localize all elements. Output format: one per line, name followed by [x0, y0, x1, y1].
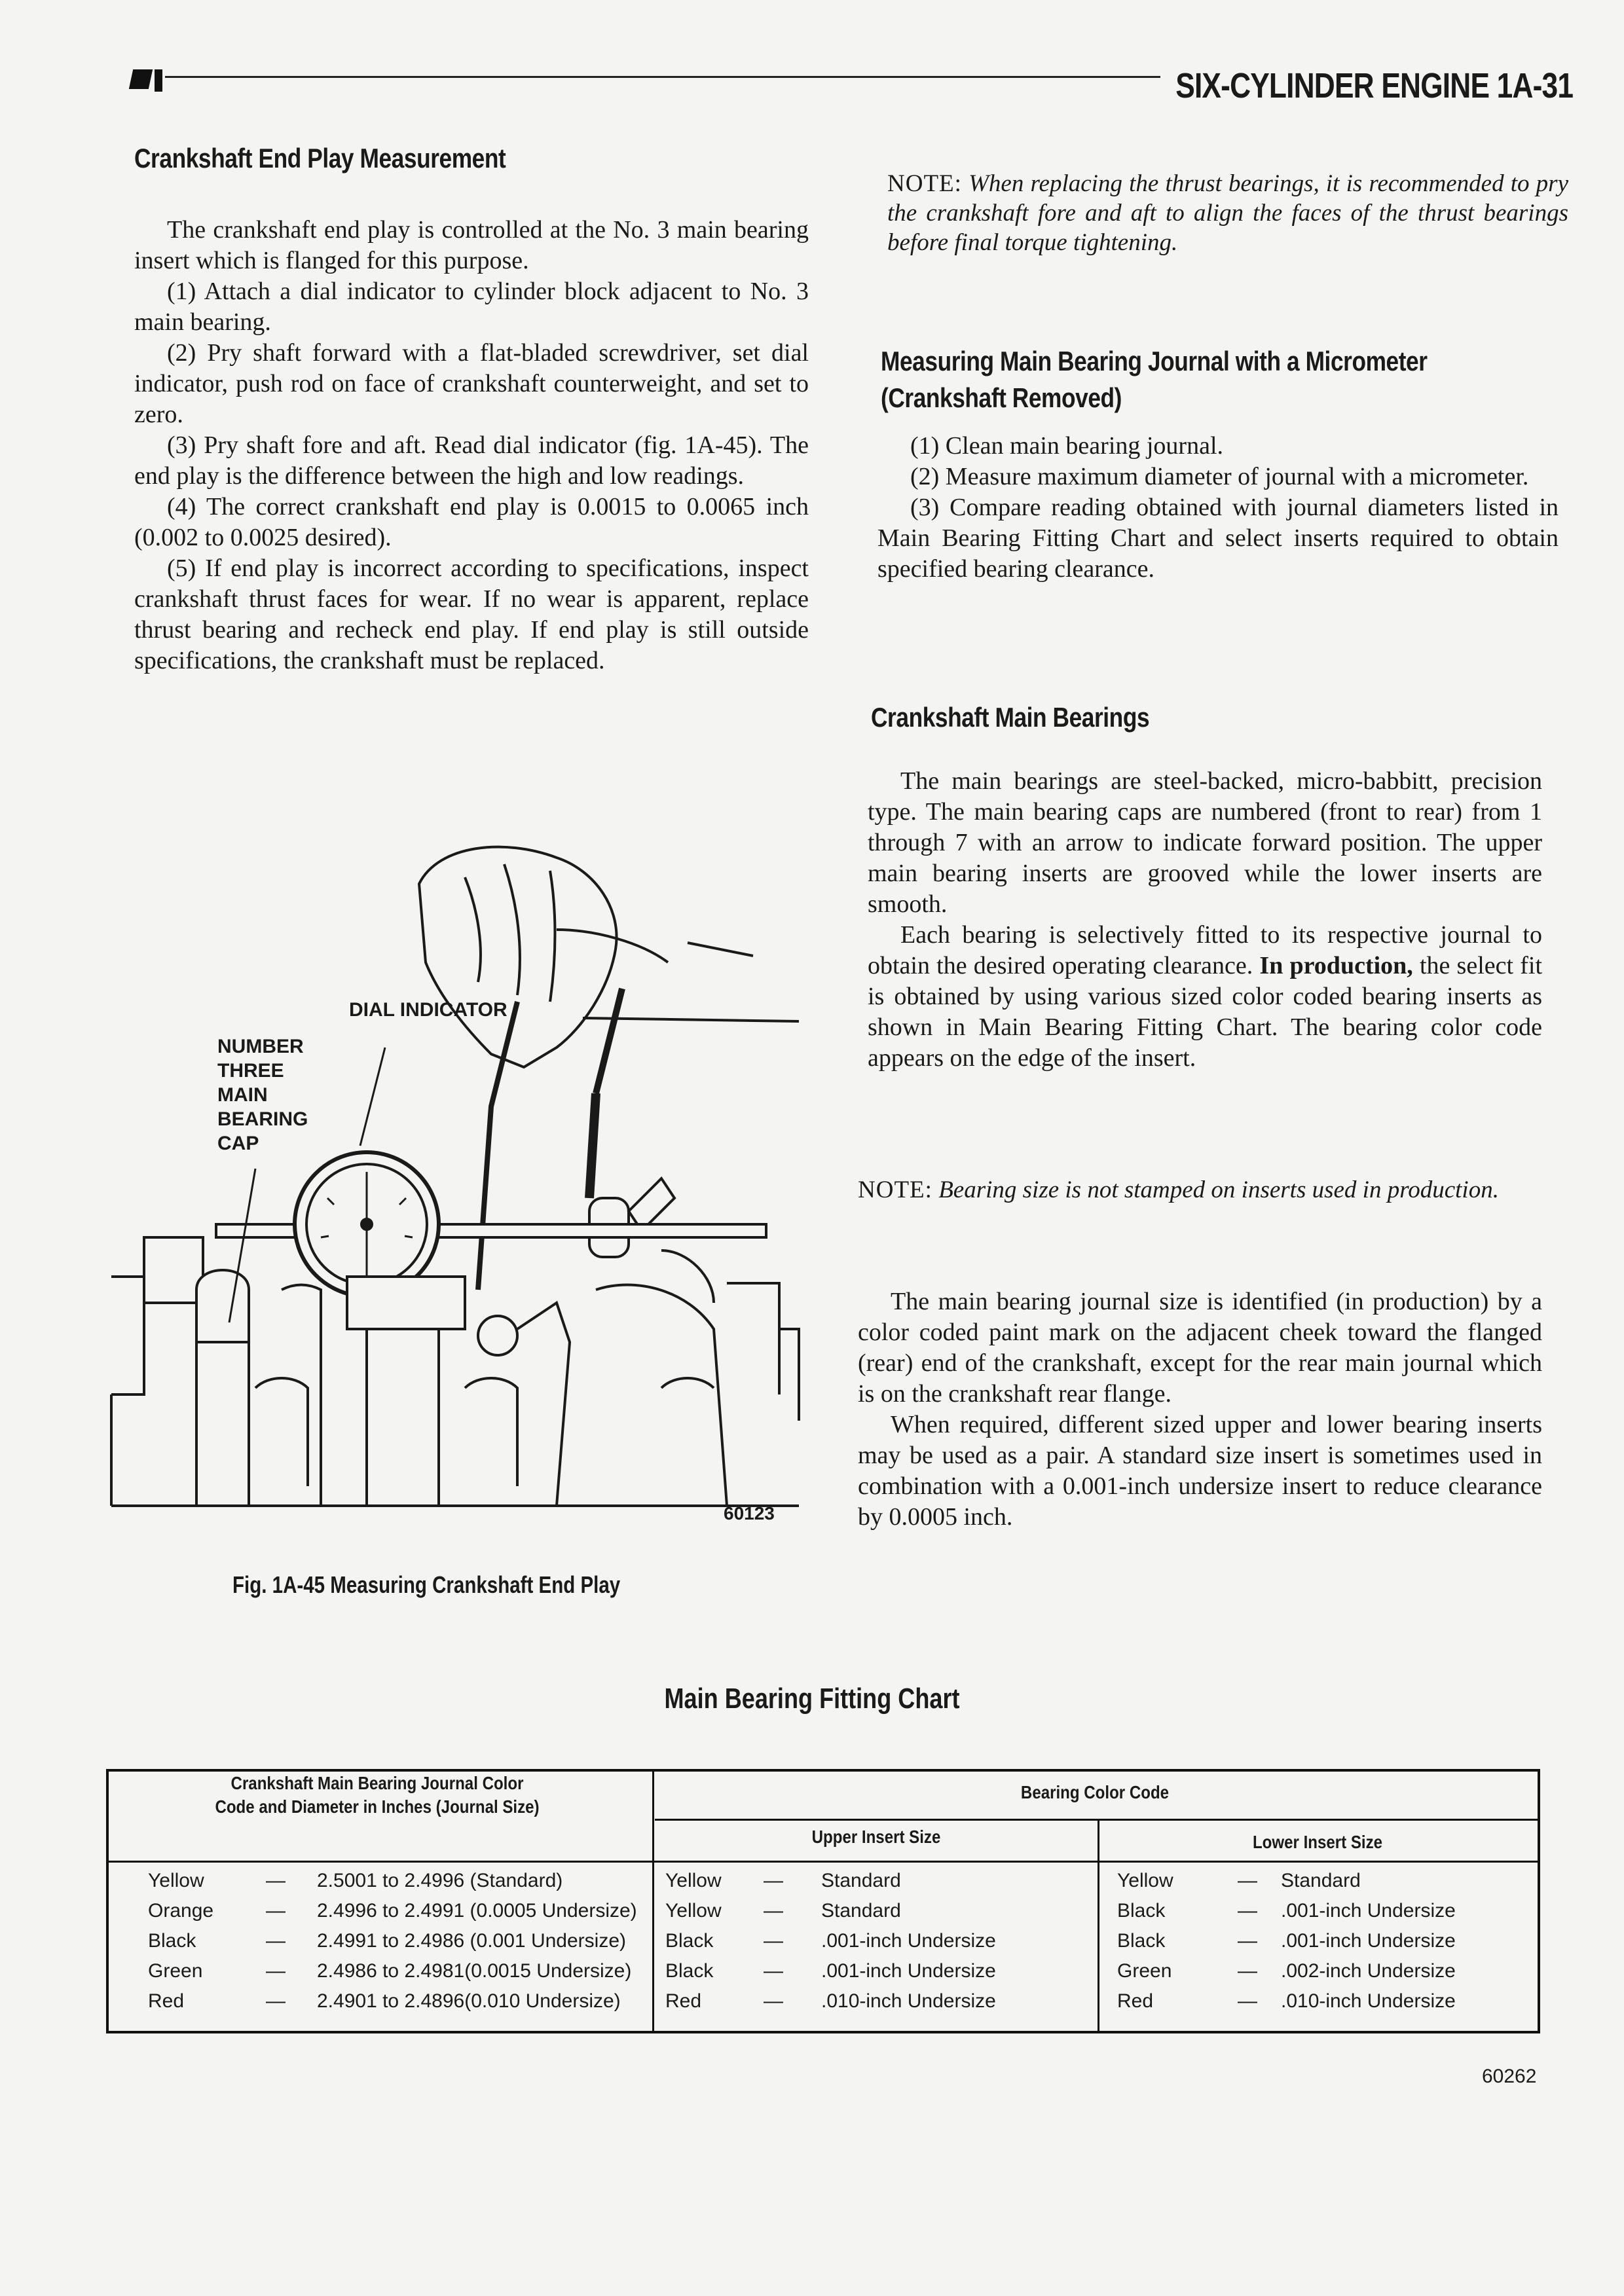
upper-size-cell: .001-inch Undersize	[821, 1930, 996, 1952]
step-2: (2) Pry shaft forward with a flat-bladed screwdriver, set dial indicator, push rod on face of crankshaft counterweight, and set to zero.	[134, 339, 809, 428]
header-divider	[655, 1819, 1538, 1821]
step-4: (4) The correct crankshaft end play is 0.0015 to 0.0065 inch (0.002 to 0.0025 desired).	[134, 493, 809, 551]
note-body: When replacing the thrust bearings, it is recommended to pry the crankshaft fore and aft to align the faces of the thrust bearings before final torque tightening.	[887, 170, 1569, 256]
lower-color-cell: Black	[1117, 1900, 1166, 1922]
bearing-color-code-header: Bearing Color Code	[1020, 1782, 1170, 1802]
dash-cell: —	[266, 1990, 286, 2012]
note-body: Bearing size is not stamped on inserts used in production.	[938, 1176, 1499, 1203]
main-bearings-paragraph-2: Each bearing is selectively fitted to its respective journal to obtain the desired operating clearance. In production, the select fit is obtained by using various sized color coded bearing inserts as shown in Main Bearing Fitting Chart. The bearing color code appears on the edge of the insert.	[868, 921, 1542, 1072]
upper-insert-header: Upper Insert Size	[811, 1827, 941, 1847]
dash-cell: —	[266, 1960, 286, 1982]
figure-caption: Fig. 1A-45 Measuring Crankshaft End Play	[232, 1571, 621, 1598]
lower-size-cell: .010-inch Undersize	[1281, 1990, 1456, 2012]
dash-cell: —	[266, 1900, 286, 1922]
micrometer-step-2: (2) Measure maximum diameter of journal with a micrometer.	[910, 463, 1529, 490]
dash-cell: —	[764, 1930, 783, 1952]
figure-number: 60123	[724, 1503, 775, 1523]
journal-column-header: Crankshaft Main Bearing Journal Color Code and Diameter in Inches (Journal Size)	[215, 1773, 540, 1817]
journal-color-cell: Orange	[148, 1900, 214, 1922]
upper-size-cell: .010-inch Undersize	[821, 1990, 996, 2012]
note-bearing-size	[858, 1175, 1545, 1205]
upper-color-cell: Black	[665, 1930, 714, 1952]
dash-cell: —	[1238, 1960, 1257, 1982]
lower-size-cell: Standard	[1281, 1870, 1361, 1891]
upper-color-cell: Yellow	[665, 1900, 722, 1922]
note-label: NOTE:	[887, 170, 962, 197]
header-divider	[109, 1861, 1538, 1863]
journal-color-cell: Black	[148, 1930, 196, 1952]
table-row	[109, 1986, 1538, 2016]
dash-cell: —	[764, 1990, 783, 2012]
step-1: (1) Attach a dial indicator to cylinder block adjacent to No. 3 main bearing.	[134, 278, 809, 336]
lower-insert-header: Lower Insert Size	[1252, 1832, 1383, 1852]
upper-color-cell: Red	[665, 1990, 702, 2012]
upper-size-cell: Standard	[821, 1870, 901, 1891]
callout-dial-indicator: DIAL INDICATOR	[349, 999, 507, 1021]
table-row	[109, 1866, 1538, 1896]
journal-size-cell: 2.4986 to 2.4981(0.0015 Undersize)	[317, 1960, 632, 1982]
journal-size-paragraph: The main bearing journal size is identified (in production) by a color coded paint mark on the adjacent cheek toward the flanged (rear) end of the crankshaft, except for the rear main journal which is on the crankshaft rear flange.	[858, 1288, 1542, 1408]
lower-color-cell: Yellow	[1117, 1870, 1173, 1891]
step-3: (3) Pry shaft fore and aft. Read dial indicator (fig. 1A-45). The end play is the difference between the high and low readings.	[134, 431, 809, 490]
header-rule	[165, 76, 1160, 78]
main-bearings-paragraph-1: The main bearings are steel-backed, micro-babbitt, precision type. The main bearing caps are numbered (front to rear) from 1 through 7 with an arrow to indicate forward position. The upper main bearing inserts are grooved while the lower inserts are smooth.	[868, 767, 1542, 918]
micrometer-step-3: (3) Compare reading obtained with journal diameters listed in Main Bearing Fitting Chart and select inserts required to obtain specified bearing clearance.	[877, 494, 1559, 583]
dash-cell: —	[1238, 1990, 1257, 2012]
dash-cell: —	[1238, 1870, 1257, 1891]
upper-size-cell: Standard	[821, 1900, 901, 1922]
journal-size-text	[858, 1286, 1542, 1533]
section-heading-micrometer-sub: (Crankshaft Removed)	[881, 382, 1122, 413]
main-bearing-fitting-table	[106, 1769, 1540, 2033]
table-row	[109, 1896, 1538, 1926]
journal-size-cell: 2.4996 to 2.4991 (0.0005 Undersize)	[317, 1900, 637, 1922]
lower-color-cell: Red	[1117, 1990, 1154, 2012]
insert-pair-paragraph: When required, different sized upper and lower bearing inserts may be used as a pair. A standard size insert is sometimes used in combination with a 0.001-inch undersize insert to reduce clearance by 0.0005 inch.	[858, 1411, 1542, 1531]
dash-cell: —	[266, 1930, 286, 1952]
callout-bearing-cap: NUMBER THREE MAIN BEARING CAP	[217, 1036, 308, 1154]
lower-size-cell: .002-inch Undersize	[1281, 1960, 1456, 1982]
step-5: (5) If end play is incorrect according to specifications, inspect crankshaft thrust faces for wear. If no wear is apparent, replace thrust bearing and recheck end play. If end play is still outside specifications, the crankshaft must be replaced.	[134, 555, 809, 674]
journal-color-cell: Red	[148, 1990, 185, 2012]
section-heading-main-bearings: Crankshaft Main Bearings	[871, 702, 1150, 733]
micrometer-step-1: (1) Clean main bearing journal.	[910, 432, 1224, 460]
journal-size-cell: 2.5001 to 2.4996 (Standard)	[317, 1870, 563, 1891]
lower-color-cell: Black	[1117, 1930, 1166, 1952]
upper-color-cell: Black	[665, 1960, 714, 1982]
note-thrust-bearings	[887, 169, 1568, 257]
chart-title: Main Bearing Fitting Chart	[664, 1683, 960, 1715]
dash-cell: —	[764, 1960, 783, 1982]
end-play-text	[134, 215, 809, 676]
main-bearings-text	[868, 766, 1542, 1074]
paragraph: The crankshaft end play is controlled at the No. 3 main bearing insert which is flanged for this purpose.	[134, 216, 809, 274]
dash-cell: —	[1238, 1930, 1257, 1952]
table-row	[109, 1926, 1538, 1956]
upper-color-cell: Yellow	[665, 1870, 722, 1891]
header-logo-mark	[129, 69, 153, 89]
section-heading-end-play: Crankshaft End Play Measurement	[134, 143, 506, 173]
lower-size-cell: .001-inch Undersize	[1281, 1900, 1456, 1922]
lower-size-cell: .001-inch Undersize	[1281, 1930, 1456, 1952]
dash-cell: —	[1238, 1900, 1257, 1922]
dash-cell: —	[764, 1900, 783, 1922]
upper-size-cell: .001-inch Undersize	[821, 1960, 996, 1982]
dash-cell: —	[764, 1870, 783, 1891]
section-heading-micrometer: Measuring Main Bearing Journal with a Micrometer	[881, 346, 1428, 376]
journal-size-cell: 2.4901 to 2.4896(0.010 Undersize)	[317, 1990, 621, 2012]
header-logo-bar	[155, 69, 162, 92]
dash-cell: —	[266, 1870, 286, 1891]
lower-color-cell: Green	[1117, 1960, 1172, 1982]
crankshaft-end-play-illustration	[98, 831, 819, 1558]
journal-color-cell: Yellow	[148, 1870, 204, 1891]
journal-color-cell: Green	[148, 1960, 203, 1982]
journal-size-cell: 2.4991 to 2.4986 (0.001 Undersize)	[317, 1930, 626, 1952]
note-label: NOTE:	[858, 1176, 932, 1203]
micrometer-steps	[877, 431, 1559, 585]
chart-code: 60262	[1482, 2066, 1537, 2087]
page-header-title: SIX-CYLINDER ENGINE 1A-31	[1175, 66, 1573, 105]
table-row	[109, 1956, 1538, 1986]
